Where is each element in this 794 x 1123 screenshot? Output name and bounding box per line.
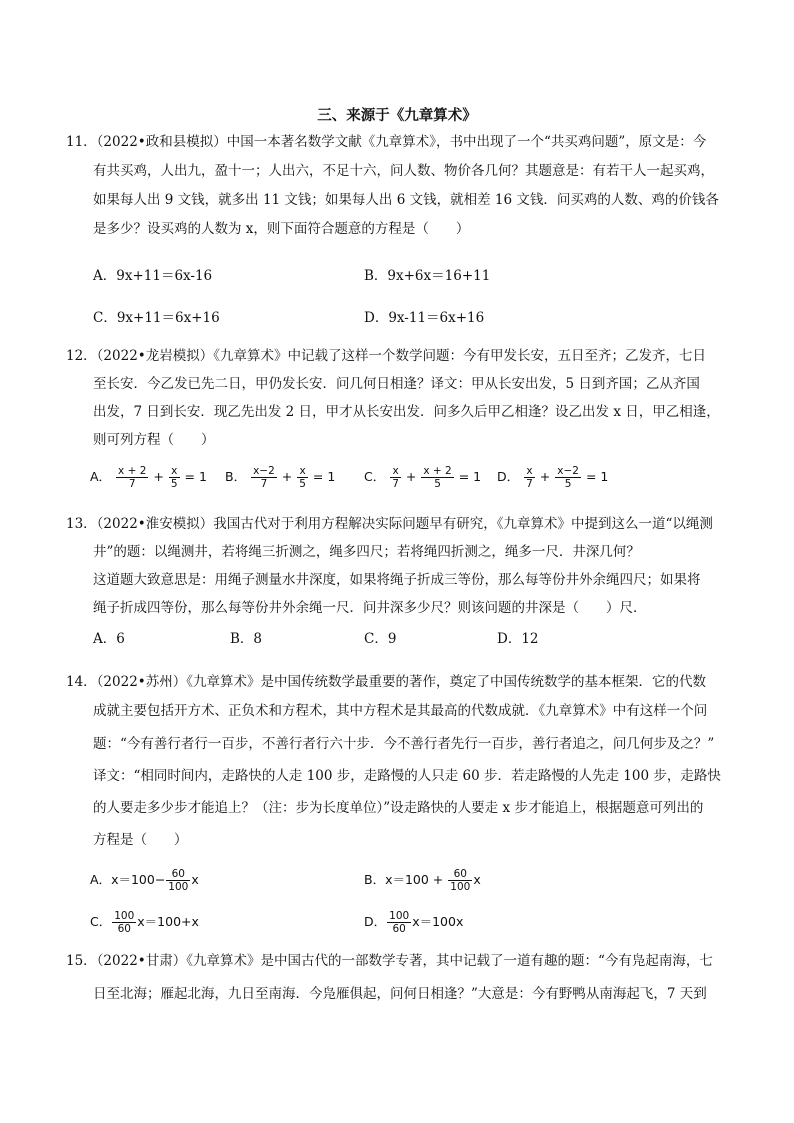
fraction [251, 465, 277, 490]
numerator: x + 2 [118, 465, 147, 477]
option-b: B．9x+6x＝16+11 [364, 268, 491, 284]
question-text: 15．（2022•甘肃）《九章算术》是中国古代的一部数学专著，其中记载了一道有趣的题：“今有凫起南海，七 [66, 953, 713, 969]
numerator: 100 [389, 910, 410, 922]
rhs: = 1 [458, 469, 482, 484]
question-text: 绳子折成四等份，那么每等份井外余绳一尺．问井深多少尺？则该问题的井深是（ ）尺． [93, 600, 647, 616]
question-text: 14．（2022•苏州）《九章算术》是中国传统数学最重要的著作，奠定了中国传统数学的基本框架．它的代数 [66, 674, 706, 690]
question-text: 则可列方程（ ） [93, 432, 215, 448]
option-a: A．9x+11＝6x-16 [93, 268, 213, 284]
option-label: D． [364, 914, 387, 929]
fraction [448, 868, 472, 893]
option-c: C．9x+11＝6x+16 [93, 310, 220, 326]
option-c [90, 910, 199, 935]
fraction [112, 910, 136, 935]
option-b [364, 868, 481, 893]
denominator: 5 [564, 478, 572, 490]
option-label: B． [225, 469, 247, 484]
section-title: 三、来源于《九章算术》 [317, 107, 477, 124]
denominator: 7 [392, 478, 399, 490]
numerator: x [524, 465, 535, 478]
option-a: A．6 [93, 631, 125, 647]
denominator: 5 [299, 478, 306, 490]
denominator: 5 [434, 478, 441, 490]
option-b [225, 465, 335, 490]
question-text: 13．（2022•淮安模拟）我国古代对于利用方程解决实际问题早有研究，《九章算术》中提到这么一道“以绳测 [66, 516, 713, 532]
expression: x [191, 872, 199, 887]
question-text: 日至北海；雁起北海，九日至南海．今凫雁俱起，问何日相逢？”大意是：今有野鸭从南海起飞，7 天到 [93, 986, 707, 1002]
fraction [297, 465, 308, 490]
fraction [166, 868, 190, 893]
fraction [169, 465, 180, 490]
option-a [90, 868, 199, 893]
fraction [387, 910, 411, 935]
question-text: 的人要走多少步才能追上？（注：步为长度单位）”设走路快的人要走 x 步才能追上，根据题意可列出的 [93, 800, 704, 816]
option-d [364, 910, 463, 935]
denominator: 5 [170, 478, 178, 490]
operator: + [153, 469, 164, 484]
question-text: 成就主要包括开方术、正负术和方程术，其中方程术是其最高的代数成就．《九章算术》中有这样一个问 [93, 703, 708, 719]
numerator: x−2 [557, 465, 579, 477]
option-b: B．8 [230, 631, 263, 647]
option-d [497, 465, 608, 490]
fraction [116, 465, 148, 490]
expression: x＝100 + [385, 872, 448, 887]
expression: x＝100+x [137, 914, 199, 929]
denominator: 100 [168, 881, 189, 893]
fraction [421, 465, 453, 490]
rhs: = 1 [312, 469, 336, 484]
operator: + [281, 469, 293, 484]
question-text: 有共买鸡，人出九，盈十一；人出六，不足十六，问人数、物价各几何？其题意是：有若干人一起买鸡， [93, 163, 714, 179]
denominator: 7 [526, 478, 533, 490]
expression: x＝100x [412, 914, 464, 929]
option-label: C． [90, 914, 112, 929]
numerator: x−2 [253, 465, 275, 477]
question-text: 译文：“相同时间内，走路快的人走 100 步，走路慢的人只走 60 步．若走路慢的人先走 100 步，走路快 [93, 768, 721, 784]
question-text: 12．（2022•龙岩模拟）《九章算术》中记载了这样一个数学问题：今有甲发长安，五日至齐；乙发齐，七日 [66, 348, 706, 364]
denominator: 7 [128, 478, 136, 490]
option-label: C． [364, 469, 386, 484]
fraction [524, 465, 535, 490]
denominator: 100 [450, 881, 471, 893]
option-label: B． [364, 872, 386, 887]
numerator: 100 [114, 910, 135, 922]
question-text: 题：“今有善行者行一百步，不善行者行六十步．今不善行者先行一百步，善行者追之，问几何步及之？” [93, 736, 715, 752]
question-text: 至长安．今乙发已先二日，甲仍发长安．问几何日相逢？译文：甲从长安出发，5 日到齐国；乙从齐国 [93, 376, 700, 392]
question-text: 是多少？设买鸡的人数为 x，则下面符合题意的方程是（ ） [93, 221, 470, 237]
expression: x＝100− [111, 872, 166, 887]
numerator: x [169, 465, 180, 478]
question-text: 井”的题：以绳测井，若将绳三折测之，绳多四尺；若将绳四折测之，绳多一尺．井深几何？ [93, 544, 640, 560]
option-d: D．12 [497, 631, 539, 647]
question-text: 这道题大致意思是：用绳子测量水井深度，如果将绳子折成三等份，那么每等份井外余绳四尺；如果将 [93, 572, 701, 588]
numerator: 60 [448, 868, 472, 881]
expression: x [473, 872, 481, 887]
option-label: D． [497, 469, 520, 484]
fraction [390, 465, 401, 490]
option-label: A． [90, 469, 112, 484]
denominator: 60 [392, 923, 406, 935]
denominator: 7 [260, 478, 268, 490]
operator: + [405, 469, 417, 484]
question-text: 出发，7 日到长安．现乙先出发 2 日，甲才从长安出发．问多久后甲乙相逢？设乙出发 x 日，甲乙相逢， [93, 404, 720, 420]
operator: + [539, 469, 551, 484]
question-text: 方程是（ ） [93, 832, 188, 848]
rhs: = 1 [184, 469, 207, 484]
question-text: 如果每人出 9 文钱，就多出 11 文钱；如果每人出 6 文钱，就相差 16 文钱．问买鸡的人数、鸡的价钱各 [93, 192, 719, 208]
numerator: x + 2 [423, 465, 452, 477]
rhs: = 1 [585, 469, 609, 484]
option-c: C．9 [364, 631, 397, 647]
option-label: A． [90, 872, 112, 887]
numerator: 60 [166, 868, 190, 881]
numerator: x [390, 465, 401, 478]
option-c [364, 465, 481, 490]
question-text: 11．（2022•政和县模拟）中国一本著名数学文献《九章算术》，书中出现了一个“共买鸡问题”，原文是：今 [66, 134, 707, 150]
option-a [90, 465, 207, 490]
fraction [555, 465, 581, 490]
denominator: 60 [117, 923, 131, 935]
numerator: x [297, 465, 308, 478]
option-d: D．9x-11＝6x+16 [364, 310, 485, 326]
